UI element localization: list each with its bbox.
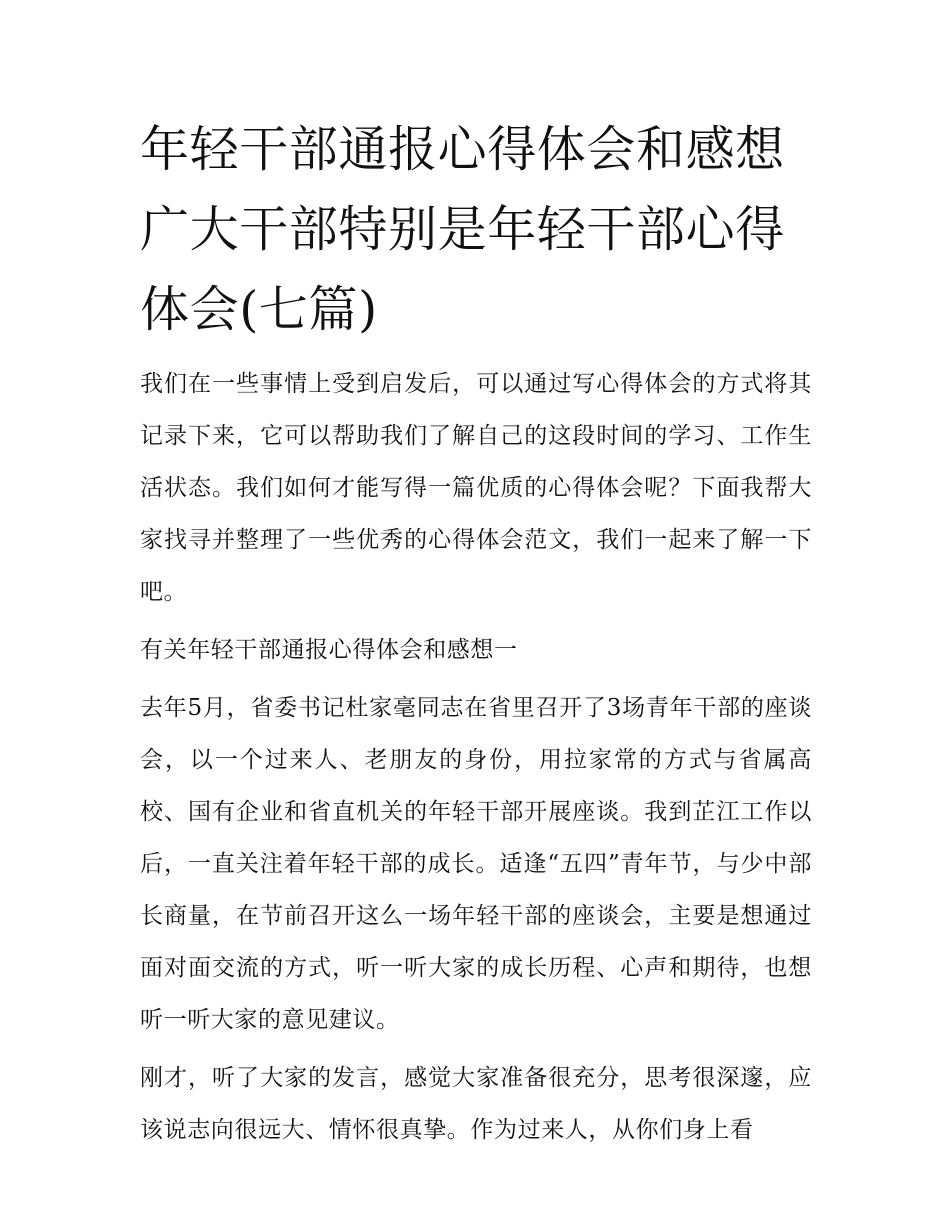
body-paragraph-1: 去年5月，省委书记杜家毫同志在省里召开了3场青年干部的座谈会，以一个过来人、老朋友的身份，用拉家常的方式与省属高校、国有企业和省直机关的年轻干部开展座谈。我到芷江工作以后，一直关注着年轻干部的成长。适逢“五四”青年节，与少中部长商量，在节前召开这么一场年轻干部的座谈会，主要是想通过面对面交流的方式，听一听大家的成长历程、心声和期待，也想听一听大家的意见建议。 [140, 695, 812, 1033]
section-heading: 有关年轻干部通报心得体会和感想一 [140, 637, 518, 663]
intro-paragraph: 我们在一些事情上受到启发后，可以通过写心得体会的方式将其记录下来，它可以帮助我们了解自己的这段时间的学习、工作生活状态。我们如何才能写得一篇优质的心得体会呢？下面我帮大家找寻并整理了一些优秀的心得体会范文，我们一起来了解一下吧。 [140, 371, 812, 605]
body-paragraph-2: 刚才，听了大家的发言，感觉大家准备很充分，思考很深邃，应该说志向很远大、情怀很真挚。作为过来人，从你们身上看 [140, 1065, 812, 1143]
document-title: 年轻干部通报心得体会和感想广大干部特别是年轻干部心得体会(七篇) [140, 121, 785, 338]
document-body [140, 110, 812, 1156]
